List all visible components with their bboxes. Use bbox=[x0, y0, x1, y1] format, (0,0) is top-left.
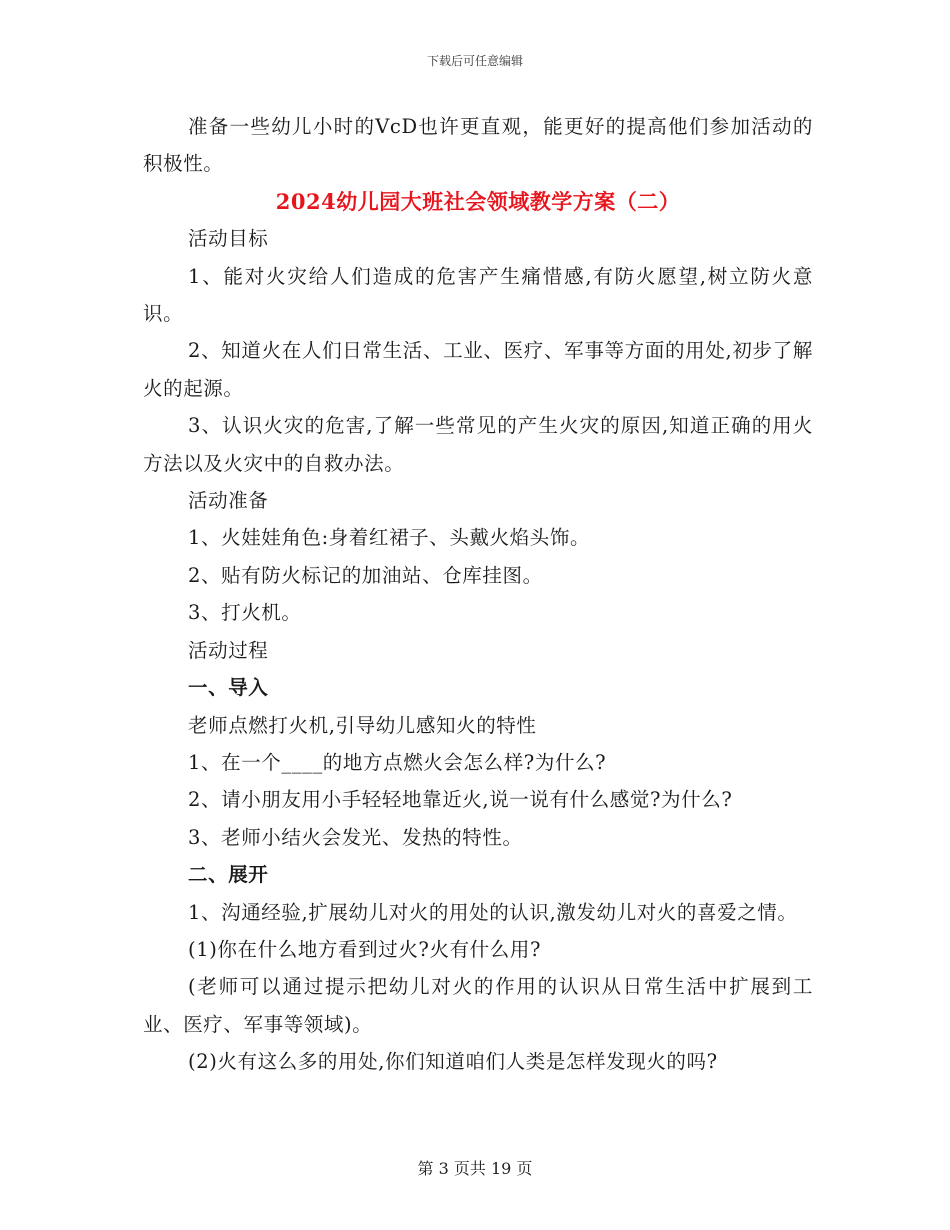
process-heading: 活动过程 bbox=[188, 638, 269, 662]
goal-heading: 活动目标 bbox=[188, 227, 269, 251]
question-2: 2、请小朋友用小手轻轻地靠近火,说一说有什么感觉?为什么? bbox=[188, 788, 733, 812]
question-1: 1、在一个____的地方点燃火会怎么样?为什么? bbox=[188, 750, 607, 774]
expand-item-1: 1、沟通经验,扩展幼儿对火的用处的认识,激发幼儿对火的喜爱之情。 bbox=[188, 900, 798, 924]
page-footer: 第 3 页共 19 页 bbox=[417, 1159, 533, 1178]
prep-heading: 活动准备 bbox=[188, 489, 269, 513]
prep-item-2: 2、贴有防火标记的加油站、仓库挂图。 bbox=[188, 563, 543, 587]
page-header: 下载后可任意编辑 bbox=[426, 54, 523, 68]
prep-item-1: 1、火娃娃角色:身着红裙子、头戴火焰头饰。 bbox=[188, 526, 591, 550]
sub-question-1: (1)你在什么地方看到过火?火有什么用? bbox=[188, 937, 542, 961]
sub-question-2: (2)火有这么多的用处,你们知道咱们人类是怎样发现火的吗? bbox=[188, 1050, 718, 1074]
prep-item-3: 3、打火机。 bbox=[188, 601, 302, 625]
document-title: 2024幼儿园大班社会领域教学方案（二） bbox=[275, 188, 681, 214]
goal-item-3: 3、认识火灾的危害,了解一些常见的产生火灾的原因,知道正确的用火方法以及火灾中的自救办法。 bbox=[143, 414, 813, 475]
question-3: 3、老师小结火会发光、发热的特性。 bbox=[188, 825, 523, 849]
intro-paragraph: 准备一些幼儿小时的VcD也许更直观，能更好的提高他们参加活动的积极性。 bbox=[143, 115, 813, 176]
goal-item-1: 1、能对火灾给人们造成的危害产生痛惜感,有防火愿望,树立防火意识。 bbox=[143, 264, 813, 326]
intro-text: 老师点燃打火机,引导幼儿感知火的特性 bbox=[188, 713, 537, 737]
document-body bbox=[143, 108, 813, 1081]
goal-item-2: 2、知道火在人们日常生活、工业、医疗、军事等方面的用处,初步了解火的起源。 bbox=[143, 339, 813, 400]
section-heading-intro: 一、导入 bbox=[188, 676, 269, 700]
sub-question-1-note: (老师可以通过提示把幼儿对火的作用的认识从日常生活中扩展到工业、医疗、军事等领域)。 bbox=[143, 975, 813, 1036]
section-heading-expand: 二、展开 bbox=[188, 863, 269, 887]
